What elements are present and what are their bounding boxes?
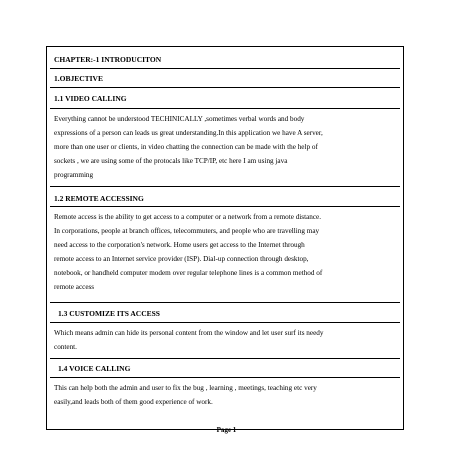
paragraph-line: Remote access is the ability to get access to a computer or a network from a remote distance.: [54, 213, 322, 221]
paragraph-line: remote access to an Internet service provider (ISP). Dial-up connection through desktop,: [54, 255, 309, 263]
divider-line: [50, 68, 400, 69]
paragraph-line: Which means admin can hide its personal content from the window and let user surf its needy: [54, 329, 324, 337]
divider-line: [50, 206, 400, 207]
paragraph-video-calling: [54, 112, 400, 182]
paragraph-remote-accessing: [54, 210, 400, 294]
divider-line: [50, 322, 400, 323]
paragraph-line: remote access: [54, 283, 95, 291]
divider-line: [50, 302, 400, 303]
paragraph-line: In corporations, people at branch offices, telecommuters, and people who are travelling may: [54, 227, 320, 235]
paragraph-customize-access: [54, 326, 400, 354]
divider-line: [50, 87, 400, 88]
section-heading-video-calling: 1.1 VIDEO CALLING: [54, 94, 127, 103]
paragraph-line: sockets , we are using some of the protocals like TCP/IP, etc here I am using java: [54, 157, 288, 165]
paragraph-line: expressions of a person can leads us great understanding.In this application we have A server,: [54, 129, 323, 137]
section-heading-remote-accessing: 1.2 REMOTE ACCESSING: [54, 194, 144, 203]
paragraph-line: Everything cannot be understood TECHINICALLY ,sometimes verbal words and body: [54, 115, 305, 123]
divider-line: [50, 186, 400, 187]
paragraph-line: easily,and leads both of them good experience of work.: [54, 398, 213, 406]
paragraph-line: more than one user or clients, in video chatting the connection can be made with the help of: [54, 143, 318, 151]
section-heading-customize-access: 1.3 CUSTOMIZE ITS ACCESS: [58, 309, 160, 318]
divider-line: [50, 377, 400, 378]
paragraph-line: content.: [54, 343, 77, 351]
divider-line: [50, 108, 400, 109]
divider-line: [50, 358, 400, 359]
chapter-title: CHAPTER:-1 INTRODUCITON: [54, 55, 162, 64]
paragraph-voice-calling: [54, 381, 400, 409]
paragraph-line: need access to the corporation's network. Home users get access to the Internet through: [54, 241, 305, 249]
page-number: Page 1: [216, 426, 237, 434]
paragraph-line: programming: [54, 171, 94, 179]
section-heading-voice-calling: 1.4 VOICE CALLING: [58, 364, 131, 373]
objective-heading: 1.OBJECTIVE: [54, 74, 103, 83]
paragraph-line: This can help both the admin and user to fix the bug , learning , meetings, teaching etc very: [54, 384, 317, 392]
paragraph-line: notebook, or handheld computer modem over regular telephone lines is a common method of: [54, 269, 323, 277]
